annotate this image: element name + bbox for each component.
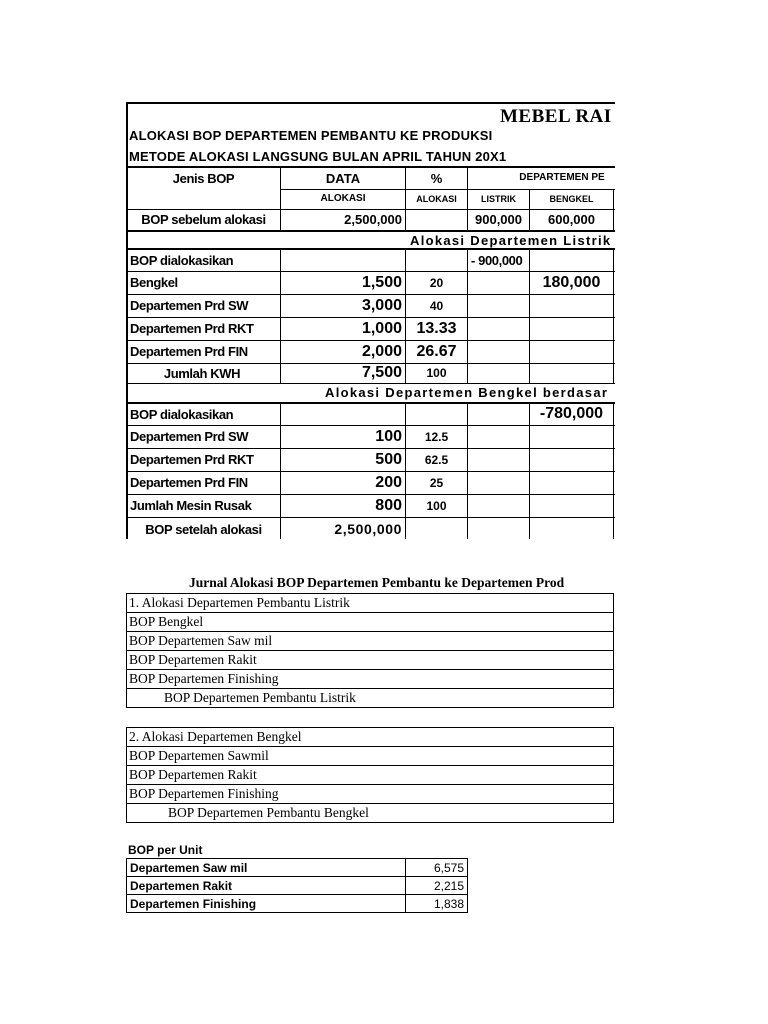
row-listrik [468, 471, 530, 494]
col-jenis-header: Jenis BOP [127, 167, 281, 209]
col-data-header: DATA [281, 167, 406, 189]
row-label: Bengkel [127, 271, 281, 294]
row-label: BOP dialokasikan [127, 249, 281, 271]
journal-row [127, 670, 614, 689]
allocation-row [127, 317, 616, 340]
allocation-row [127, 425, 616, 448]
row-label: Jumlah KWH [127, 363, 281, 383]
journal-row [127, 766, 614, 785]
row-data-value [281, 249, 406, 271]
journal-row [127, 804, 614, 823]
journal-table-listrik [126, 593, 614, 708]
row-data-value: 800 [281, 494, 406, 517]
row-bengkel: -780,000 [530, 403, 614, 425]
row-data-value [281, 403, 406, 425]
row-percent: 100 [406, 494, 468, 517]
allocation-table [126, 166, 615, 539]
per-unit-table [126, 858, 468, 913]
row-listrik [468, 340, 530, 363]
per-unit-label: Departemen Rakit [127, 877, 406, 895]
row-data-value: 100 [281, 425, 406, 448]
journal-entry: 1. Alokasi Departemen Pembantu Listrik [127, 594, 614, 613]
row-data-value: 7,500 [281, 363, 406, 383]
journal-row [127, 613, 614, 632]
col-pct-header: % [406, 167, 468, 189]
row-percent: 62.5 [406, 448, 468, 471]
row-label: Departemen Prd SW [127, 425, 281, 448]
row-listrik [468, 363, 530, 383]
allocation-sheet [126, 102, 615, 539]
journal-row [127, 651, 614, 670]
row-listrik [468, 403, 530, 425]
allocation-row [127, 494, 616, 517]
bengkel-rows [127, 403, 616, 517]
per-unit-row [127, 895, 468, 913]
journal-row [127, 594, 614, 613]
company-title: MEBEL RAI [500, 106, 612, 127]
journal-entry: BOP Departemen Finishing [127, 670, 614, 689]
col-dept-header: DEPARTEMEN PE [468, 167, 616, 189]
journal-entry: BOP Departemen Pembantu Listrik [127, 689, 614, 708]
row-percent: 20 [406, 271, 468, 294]
journal-entry: BOP Departemen Finishing [127, 785, 614, 804]
row-label: Departemen Prd FIN [127, 471, 281, 494]
after-allocation-row: BOP setelah alokasi 2,500,000 [127, 517, 616, 539]
row-bengkel [530, 363, 614, 383]
row-bengkel [530, 340, 614, 363]
journal-entry: BOP Departemen Rakit [127, 651, 614, 670]
row-listrik [468, 494, 530, 517]
col-bengkel-header: BENGKEL [530, 189, 614, 209]
allocation-row [127, 249, 616, 271]
row-label: Departemen Prd RKT [127, 448, 281, 471]
col-alokasi-sub: ALOKASI [281, 189, 406, 209]
journal-row [127, 689, 614, 708]
row-label: Departemen Prd FIN [127, 340, 281, 363]
row-bengkel [530, 471, 614, 494]
row-percent [406, 249, 468, 271]
row-label: Departemen Prd RKT [127, 317, 281, 340]
journal-entry: BOP Bengkel [127, 613, 614, 632]
allocation-row [127, 363, 616, 383]
allocation-row [127, 294, 616, 317]
journal-entry: BOP Departemen Pembantu Bengkel [127, 804, 614, 823]
row-data-value: 1,000 [281, 317, 406, 340]
journal-row [127, 785, 614, 804]
journal-row [127, 632, 614, 651]
row-percent: 40 [406, 294, 468, 317]
journal-row [127, 747, 614, 766]
row-percent: 100 [406, 363, 468, 383]
row-label: BOP dialokasikan [127, 403, 281, 425]
per-unit-value: 1,838 [406, 895, 468, 913]
before-allocation-row: BOP sebelum alokasi 2,500,000 900,000 600,000 [127, 209, 616, 231]
per-unit-value: 6,575 [406, 859, 468, 877]
per-unit-row [127, 877, 468, 895]
sheet-left-border [126, 102, 128, 539]
allocation-row [127, 471, 616, 494]
row-data-value: 500 [281, 448, 406, 471]
allocation-row [127, 271, 616, 294]
row-bengkel [530, 448, 614, 471]
row-listrik: - 900,000 [468, 249, 530, 271]
listrik-section-heading: Alokasi Departemen Listrik [127, 231, 616, 249]
journal-title: Jurnal Alokasi BOP Departemen Pembantu ke Departemen Prod [189, 575, 565, 590]
col-listrik-header: LISTRIK [468, 189, 530, 209]
row-listrik [468, 271, 530, 294]
row-label: Departemen Prd SW [127, 294, 281, 317]
row-listrik [468, 294, 530, 317]
col-pct-sub: ALOKASI [406, 189, 468, 209]
per-unit-value: 2,215 [406, 877, 468, 895]
row-listrik [468, 425, 530, 448]
bengkel-section-heading: Alokasi Departemen Bengkel berdasar [127, 383, 616, 403]
header-row-1 [127, 167, 616, 189]
row-percent: 12.5 [406, 425, 468, 448]
row-percent: 25 [406, 471, 468, 494]
row-percent: 13.33 [406, 317, 468, 340]
journal-entry: 2. Alokasi Departemen Bengkel [127, 728, 614, 747]
allocation-row [127, 340, 616, 363]
row-bengkel [530, 249, 614, 271]
row-listrik [468, 448, 530, 471]
per-unit-title: BOP per Unit [128, 843, 203, 857]
allocation-row [127, 448, 616, 471]
row-label: Jumlah Mesin Rusak [127, 494, 281, 517]
allocation-row [127, 403, 616, 425]
row-bengkel [530, 494, 614, 517]
per-unit-row [127, 859, 468, 877]
journal-table-bengkel [126, 727, 614, 823]
journal-row [127, 728, 614, 747]
sheet-subtitle-1: ALOKASI BOP DEPARTEMEN PEMBANTU KE PRODUKSI [129, 128, 493, 143]
row-percent [406, 403, 468, 425]
journal-entry: BOP Departemen Saw mil [127, 632, 614, 651]
row-bengkel: 180,000 [530, 271, 614, 294]
sheet-subtitle-2: METODE ALOKASI LANGSUNG BULAN APRIL TAHUN 20X1 [129, 149, 507, 164]
row-data-value: 200 [281, 471, 406, 494]
row-data-value: 1,500 [281, 271, 406, 294]
per-unit-label: Departemen Saw mil [127, 859, 406, 877]
per-unit-label: Departemen Finishing [127, 895, 406, 913]
journal-entry: BOP Departemen Sawmil [127, 747, 614, 766]
sheet-top-border [126, 102, 615, 104]
row-bengkel [530, 317, 614, 340]
row-percent: 26.67 [406, 340, 468, 363]
row-bengkel [530, 294, 614, 317]
row-listrik [468, 317, 530, 340]
listrik-rows [127, 249, 616, 383]
row-data-value: 3,000 [281, 294, 406, 317]
journal-entry: BOP Departemen Rakit [127, 766, 614, 785]
row-data-value: 2,000 [281, 340, 406, 363]
row-bengkel [530, 425, 614, 448]
